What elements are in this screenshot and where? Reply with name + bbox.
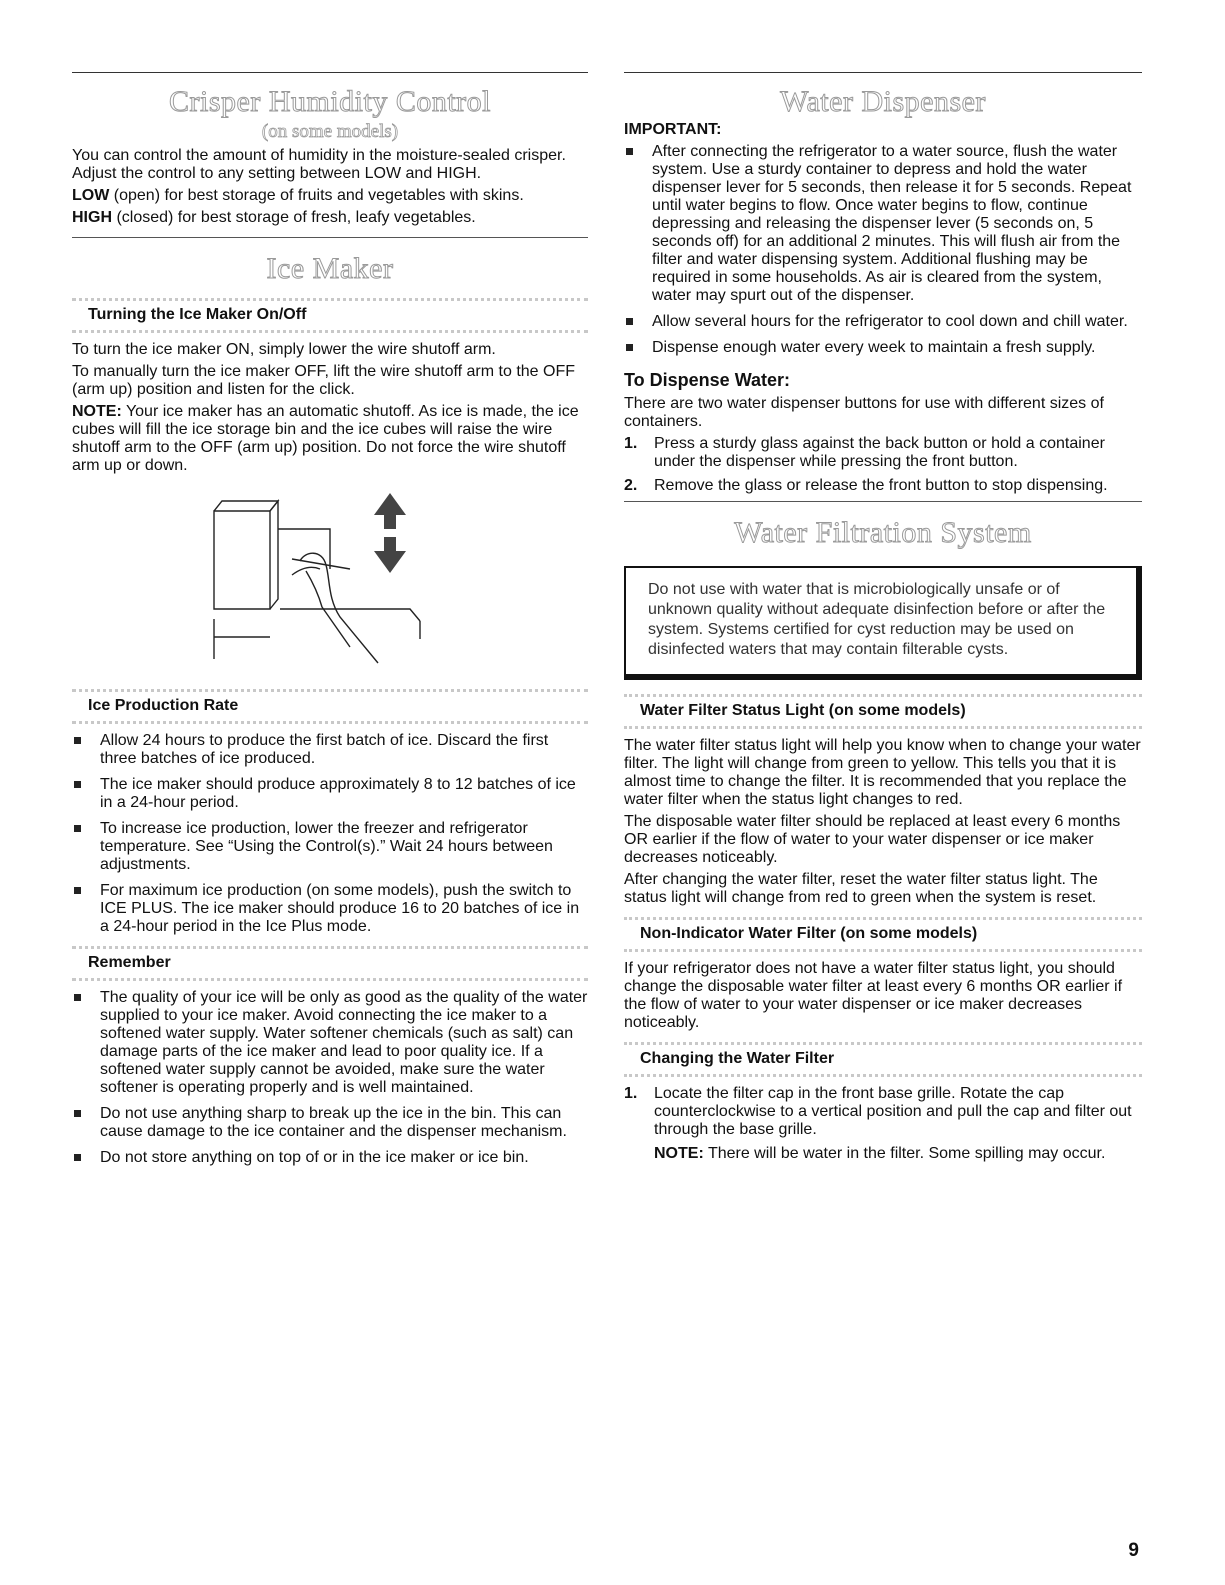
crisper-subtitle: (on some models) [261,121,399,142]
note-label: NOTE: [72,403,122,420]
filtration-rule [624,501,1142,502]
list-item [624,435,1142,471]
list-item: To increase ice production, lower the freezer and refrigerator temperature. See “Using the Control(s).” Wait 24 hours between adjustments. [72,820,588,874]
step-number: 2. [624,477,638,494]
production-head: Ice Production Rate [72,689,588,724]
nonind-head: Non-Indicator Water Filter (on some models) [624,917,1142,952]
list-item: Dispense enough water every week to maintain a fresh supply. [624,339,1142,357]
list-item: Allow 24 hours to produce the first batch of ice. Discard the first three batches of ice produced. [72,732,588,768]
ice-maker-rule [72,237,588,238]
step-number: 1. [624,435,638,452]
water-dispenser-title: Water Dispenser [780,85,986,118]
turning-note [72,403,588,475]
page-number: 9 [1128,1540,1139,1561]
note-text: Your ice maker has an automatic shutoff. As ice is made, the ice cubes will fill the ice storage bin and the ice cubes will raise the wire shutoff arm to the OFF (arm up) position. Do not force the wire shutoff arm up or down. [72,403,579,474]
step-text: Locate the filter cap in the front base grille. Rotate the cap counterclockwise to a vertical position and pull the cap and filter out through the base grille. [654,1085,1132,1138]
crisper-intro: You can control the amount of humidity in the moisture-sealed crisper. Adjust the control to any setting between LOW and HIGH. [72,147,566,182]
list-item: Do not use anything sharp to break up the ice in the bin. This can cause damage to the ice container and the dispenser mechanism. [72,1105,588,1141]
status-p3: After changing the water filter, reset the water filter status light. The status light will change from red to green when the system is reset. [624,871,1098,906]
ice-maker-title: Ice Maker [266,252,394,285]
status-p2: The disposable water filter should be replaced at least every 6 months OR earlier if the flow of water to your water dispenser or ice maker decreases noticeably. [624,813,1121,866]
note-label: NOTE: [654,1145,704,1162]
list-item [624,477,1142,495]
changing-note [654,1145,1142,1163]
crisper-low [72,187,588,205]
step-number: 1. [624,1085,638,1102]
important-label: IMPORTANT: [624,121,722,138]
dispense-steps [624,435,1142,495]
remember-head: Remember [72,946,588,981]
status-p1: The water filter status light will help you know when to change your water filter. The light will change from green to yellow. This tells you that it is almost time to change the filter. It is recommended that you replace the water filter when the status light changes to red. [624,737,1141,808]
note-text: There will be water in the filter. Some spilling may occur. [703,1145,1106,1162]
cyst-warning-box: Do not use with water that is microbiologically unsafe or of unknown quality without adequate disinfection before or after the system. Systems certified for cyst reduction may be used on disinfected waters that may contain filterable cysts. [624,566,1142,680]
changing-steps [624,1085,1142,1163]
high-label: HIGH [72,209,112,226]
list-item: Allow several hours for the refrigerator to cool down and chill water. [624,313,1142,331]
arrow-down-icon [374,537,406,573]
status-head: Water Filter Status Light (on some models) [624,694,1142,729]
changing-head: Changing the Water Filter [624,1042,1142,1077]
turning-p2: To manually turn the ice maker OFF, lift the wire shutoff arm to the OFF (arm up) position and listen for the click. [72,363,575,398]
nonind-p1: If your refrigerator does not have a water filter status light, you should change the disposable water filter at least every 6 months OR earlier if the flow of water to your water dispenser or ice maker decreases noticeably. [624,960,1123,1031]
dispense-head: To Dispense Water: [624,370,791,390]
list-item: After connecting the refrigerator to a water source, flush the water system. Use a sturdy container to depress and hold the water dispenser lever for 5 seconds, then release it for 5 seconds. Repeat until water begins to flow. Once water begins to flow, continue depressing and releasing the dispenser lever (5 seconds on, 5 seconds off) for an additional 2 minutes. This will flush air from the filter and water dispensing system. Additional flushing may be required in some households. As air is cleared from the system, water may spurt out of the dispenser. [624,143,1142,305]
top-rule-left [72,72,588,73]
crisper-title: Crisper Humidity Control [169,85,491,118]
list-item: The ice maker should produce approximately 8 to 12 batches of ice in a 24-hour period. [72,776,588,812]
turning-p1: To turn the ice maker ON, simply lower the wire shutoff arm. [72,341,496,358]
dispense-intro: There are two water dispenser buttons for use with different sizes of containers. [624,395,1104,430]
arrow-up-icon [374,493,406,529]
step-text: Remove the glass or release the front button to stop dispensing. [654,477,1108,494]
ice-maker-illustration [72,489,588,679]
right-column [624,72,1142,1169]
low-text: (open) for best storage of fruits and vegetables with skins. [109,187,524,204]
crisper-high [72,209,588,227]
low-label: LOW [72,187,110,204]
production-list [72,732,588,936]
step-text: Press a sturdy glass against the back button or hold a container under the dispenser while pressing the front button. [654,435,1105,470]
left-column [72,72,588,1175]
list-item: The quality of your ice will be only as good as the quality of the water supplied to your ice maker. Avoid connecting the ice maker to a softened water supply. Water softener chemicals (such as salt) can damage parts of the ice maker and lead to poor quality ice. If a softened water supply cannot be avoided, make sure the water softener is operating properly and is well maintained. [72,989,588,1097]
important-list [624,143,1142,357]
list-item: Do not store anything on top of or in the ice maker or ice bin. [72,1149,588,1167]
top-rule-right [624,72,1142,73]
list-item [624,1085,1142,1163]
turning-head: Turning the Ice Maker On/Off [72,298,588,333]
remember-list [72,989,588,1167]
ice-maker-arm-drawing [210,489,450,679]
high-text: (closed) for best storage of fresh, leafy vegetables. [112,209,476,226]
list-item: For maximum ice production (on some models), push the switch to ICE PLUS. The ice maker should produce 16 to 20 batches of ice in a 24-hour period in the Ice Plus mode. [72,882,588,936]
filtration-title: Water Filtration System [734,516,1032,549]
